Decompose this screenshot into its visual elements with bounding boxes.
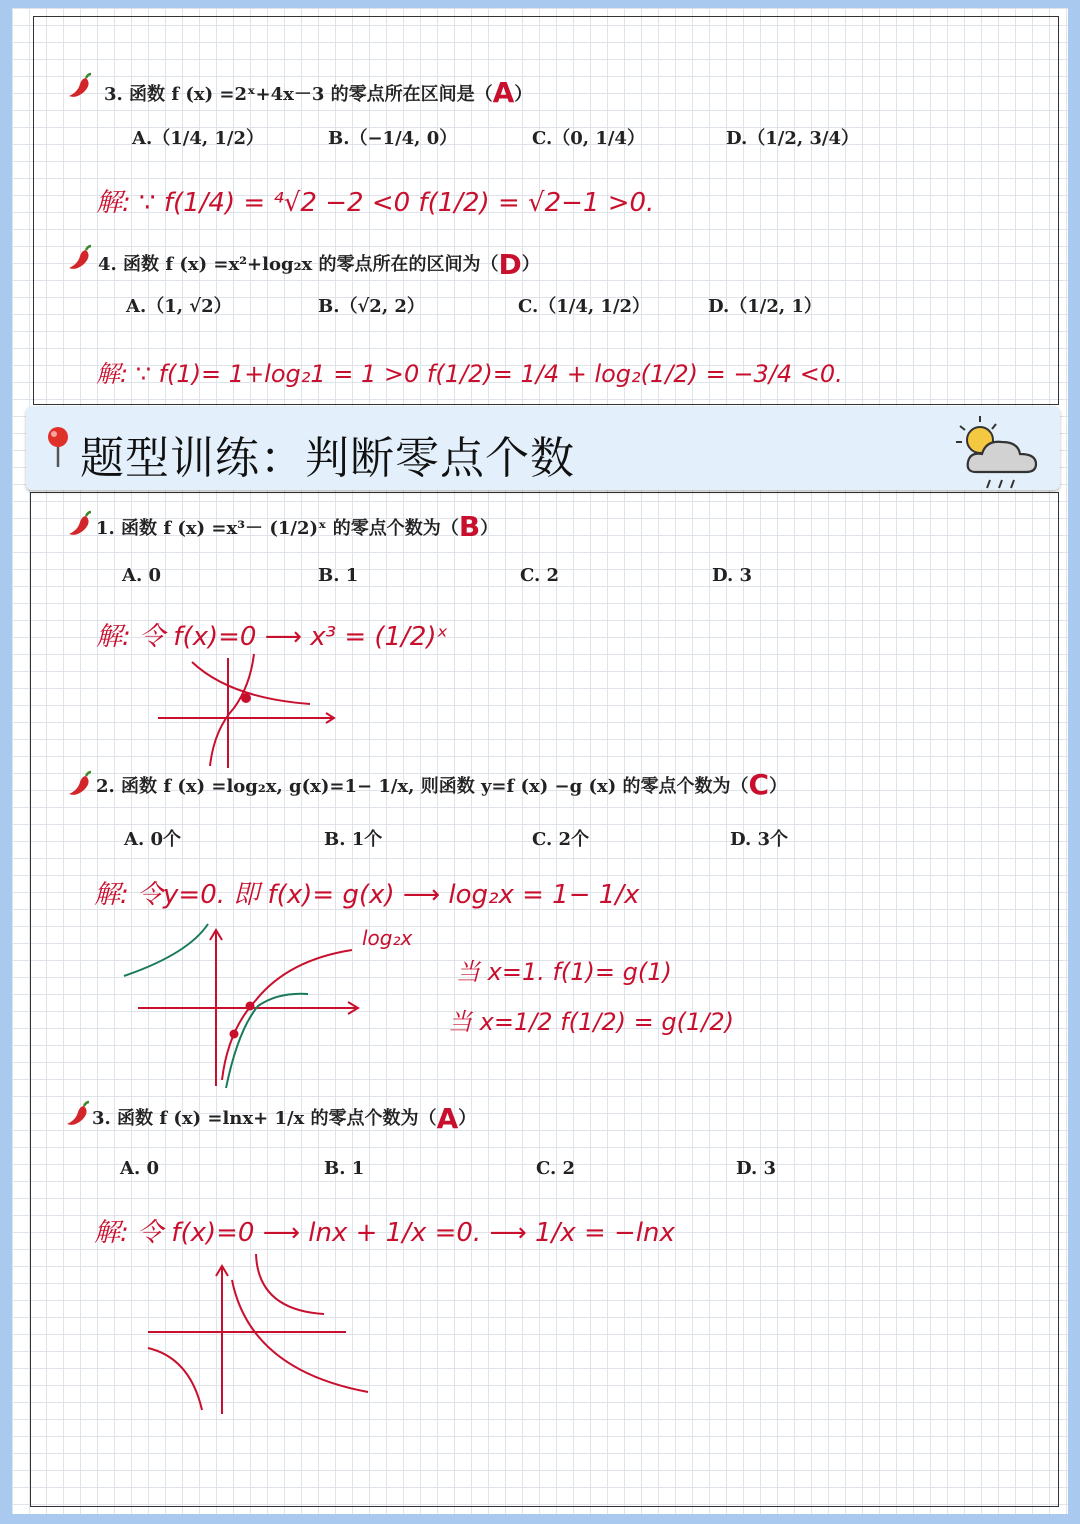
- note-1: 当 x=1. f(1)= g(1): [456, 958, 672, 986]
- option-d: D.（1/2, 3/4）: [726, 128, 860, 149]
- option-a: A. 0: [122, 565, 162, 586]
- option-c: C. 2: [536, 1158, 576, 1179]
- option-c: C. 2: [520, 565, 560, 586]
- question-3-stem: 3. 函数 f (x) =2ˣ+4x－3 的零点所在区间是（A）: [104, 76, 533, 109]
- option-a: A. 0个: [124, 829, 182, 850]
- answer-mark: A: [492, 76, 515, 109]
- pin-icon: [44, 425, 72, 469]
- chili-icon: [66, 72, 94, 100]
- answer-mark: C: [748, 768, 770, 801]
- option-c: C.（0, 1/4）: [532, 128, 645, 149]
- question-3-stem: 3. 函数 f (x) =lnx+ 1/x 的零点个数为（A）: [92, 1102, 477, 1135]
- option-d: D. 3: [712, 565, 753, 586]
- question-4-stem: 4. 函数 f (x) =x²+log₂x 的零点所在的区间为（D）: [98, 248, 540, 281]
- option-d: D. 3个: [730, 829, 789, 850]
- solution-text: 解: 令 f(x)=0 ⟶ x³ = (1/2)ˣ: [96, 622, 449, 652]
- option-c: C. 2个: [532, 829, 590, 850]
- chili-icon: [64, 1100, 92, 1128]
- option-a: A. 0: [120, 1158, 160, 1179]
- option-c: C.（1/4, 1/2）: [518, 296, 651, 317]
- chili-icon: [66, 770, 94, 798]
- sketch-graph-2: [118, 920, 378, 1090]
- option-b: B. 1个: [324, 829, 383, 850]
- question-1-stem: 1. 函数 f (x) =x³－ (1/2)ˣ 的零点个数为（B）: [96, 510, 499, 543]
- chili-icon: [66, 244, 94, 272]
- option-b: B. 1: [324, 1158, 365, 1179]
- option-a: A.（1/4, 1/2）: [132, 128, 265, 149]
- weather-cloud-icon: [948, 410, 1048, 492]
- option-b: B. 1: [318, 565, 359, 586]
- answer-mark: B: [458, 510, 481, 543]
- section-title: 题型训练：判断零点个数: [80, 433, 575, 484]
- question-2-stem: 2. 函数 f (x) =log₂x, g(x)=1− 1/x, 则函数 y=f (x) −g (x) 的零点个数为（C）: [96, 768, 788, 801]
- answer-mark: D: [498, 248, 522, 281]
- option-d: D. 3: [736, 1158, 777, 1179]
- solution-text: 解: 令 f(x)=0 ⟶ lnx + 1/x =0. ⟶ 1/x = −lnx: [94, 1218, 675, 1248]
- note-2: 当 x=1/2 f(1/2) = g(1/2): [448, 1008, 734, 1036]
- option-d: D.（1/2, 1）: [708, 296, 822, 317]
- graph-label: log₂x: [362, 926, 413, 950]
- solution-text: 解: ∵ f(1/4) = ⁴√2 −2 <0 f(1/2) = √2−1 >0.: [96, 188, 655, 218]
- chili-icon: [66, 510, 94, 538]
- option-b: B.（√2, 2）: [318, 296, 425, 317]
- solution-text: 解: ∵ f(1)= 1+log₂1 = 1 >0 f(1/2)= 1/4 + log₂(1/2) = −3/4 <0.: [96, 360, 843, 388]
- option-b: B.（−1/4, 0）: [328, 128, 458, 149]
- option-a: A.（1, √2）: [126, 296, 232, 317]
- sketch-graph-1: [150, 650, 350, 770]
- sketch-graph-3: [140, 1250, 380, 1420]
- answer-mark: A: [436, 1102, 459, 1135]
- solution-text: 解: 令y=0. 即 f(x)= g(x) ⟶ log₂x = 1− 1/x: [94, 880, 640, 910]
